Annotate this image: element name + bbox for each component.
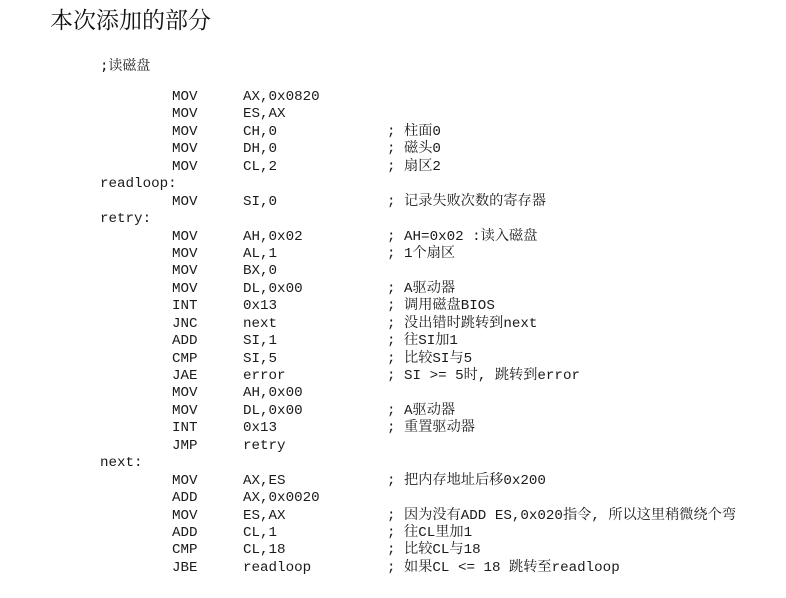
code-label: readloop: xyxy=(100,176,177,193)
code-opcode: MOV xyxy=(172,158,198,175)
code-comment: ; 比较SI与5 xyxy=(387,350,473,367)
code-opcode: MOV xyxy=(172,141,198,158)
code-comment: ; A驱动器 xyxy=(387,402,456,419)
code-opcode: JBE xyxy=(172,559,198,576)
code-opcode: MOV xyxy=(172,106,198,123)
code-listing xyxy=(0,89,786,577)
code-line xyxy=(0,281,786,298)
code-operands: BX,0 xyxy=(243,263,278,280)
code-operands: ES,AX xyxy=(243,507,286,524)
code-label: retry: xyxy=(100,211,152,228)
code-comment: ; 记录失败次数的寄存器 xyxy=(387,193,546,210)
code-operands: AX,0x0820 xyxy=(243,89,320,105)
code-line xyxy=(0,263,786,280)
code-opcode: CMP xyxy=(172,542,198,559)
code-line xyxy=(0,525,786,542)
code-operands: 0x13 xyxy=(243,298,278,315)
code-line xyxy=(0,560,786,577)
code-line xyxy=(0,333,786,350)
code-operands: ES,AX xyxy=(243,106,286,123)
code-line xyxy=(0,246,786,263)
code-opcode: INT xyxy=(172,420,198,437)
code-operands: next xyxy=(243,315,278,332)
code-comment: ; 因为没有ADD ES,0x020指令, 所以这里稍微绕个弯 xyxy=(387,507,737,524)
code-opcode: JMP xyxy=(172,437,198,454)
code-label: next: xyxy=(100,455,143,472)
code-operands: AL,1 xyxy=(243,245,278,262)
code-opcode: MOV xyxy=(172,123,198,140)
code-opcode: MOV xyxy=(172,89,198,105)
code-line xyxy=(0,89,786,106)
code-opcode: ADD xyxy=(172,490,198,507)
code-line xyxy=(0,438,786,455)
code-opcode: MOV xyxy=(172,402,198,419)
section-comment: ;读磁盘 xyxy=(100,58,151,74)
code-comment: ; 把内存地址后移0x200 xyxy=(387,472,546,489)
code-opcode: MOV xyxy=(172,228,198,245)
code-comment: ; 没出错时跳转到next xyxy=(387,315,538,332)
code-operands: CL,18 xyxy=(243,542,286,559)
code-comment: ; SI >= 5时, 跳转到error xyxy=(387,368,580,384)
code-opcode: MOV xyxy=(172,472,198,489)
code-line xyxy=(0,106,786,123)
code-operands: DL,0x00 xyxy=(243,402,303,419)
code-opcode: MOV xyxy=(172,245,198,262)
code-opcode: JNC xyxy=(172,315,198,332)
code-comment: ; 往CL里加1 xyxy=(387,524,473,541)
code-comment: ; 调用磁盘BIOS xyxy=(387,298,495,315)
code-operands: SI,5 xyxy=(243,350,278,367)
code-operands: AX,ES xyxy=(243,472,286,489)
code-line xyxy=(0,473,786,490)
code-opcode: MOV xyxy=(172,507,198,524)
code-label-line xyxy=(0,455,786,472)
code-opcode: MOV xyxy=(172,385,198,402)
code-opcode: JAE xyxy=(172,368,198,384)
code-line xyxy=(0,229,786,246)
code-operands: DL,0x00 xyxy=(243,280,303,297)
code-label-line xyxy=(0,176,786,193)
code-operands: SI,0 xyxy=(243,193,278,210)
code-line xyxy=(0,298,786,315)
code-comment: ; AH=0x02 :读入磁盘 xyxy=(387,228,538,245)
code-line xyxy=(0,316,786,333)
code-operands: CH,0 xyxy=(243,123,278,140)
code-operands: DH,0 xyxy=(243,141,278,158)
code-operands: AH,0x02 xyxy=(243,228,303,245)
code-comment: ; 磁头0 xyxy=(387,141,441,158)
code-comment: ; 重置驱动器 xyxy=(387,420,475,437)
code-line xyxy=(0,124,786,141)
code-line xyxy=(0,420,786,437)
code-line xyxy=(0,385,786,402)
code-comment: ; 柱面0 xyxy=(387,123,441,140)
code-operands: CL,1 xyxy=(243,524,278,541)
code-opcode: ADD xyxy=(172,524,198,541)
code-comment: ; 扇区2 xyxy=(387,158,441,175)
code-opcode: CMP xyxy=(172,350,198,367)
code-label-line xyxy=(0,211,786,228)
code-operands: AX,0x0020 xyxy=(243,490,320,507)
code-comment: ; 1个扇区 xyxy=(387,245,456,262)
code-operands: CL,2 xyxy=(243,158,278,175)
code-operands: 0x13 xyxy=(243,420,278,437)
code-line xyxy=(0,403,786,420)
code-operands: AH,0x00 xyxy=(243,385,303,402)
code-opcode: INT xyxy=(172,298,198,315)
code-comment: ; A驱动器 xyxy=(387,280,456,297)
code-line xyxy=(0,141,786,158)
code-opcode: ADD xyxy=(172,333,198,350)
code-opcode: MOV xyxy=(172,280,198,297)
code-operands: retry xyxy=(243,437,286,454)
code-opcode: MOV xyxy=(172,193,198,210)
code-operands: SI,1 xyxy=(243,333,278,350)
code-line xyxy=(0,368,786,385)
code-line xyxy=(0,542,786,559)
code-line xyxy=(0,159,786,176)
code-operands: readloop xyxy=(243,559,312,576)
code-operands: error xyxy=(243,368,286,384)
code-opcode: MOV xyxy=(172,263,198,280)
code-line xyxy=(0,508,786,525)
code-line xyxy=(0,351,786,368)
page-title: 本次添加的部分 xyxy=(50,8,211,34)
code-comment: ; 往SI加1 xyxy=(387,333,458,350)
code-line xyxy=(0,490,786,507)
code-line xyxy=(0,194,786,211)
code-comment: ; 如果CL <= 18 跳转至readloop xyxy=(387,559,620,576)
code-comment: ; 比较CL与18 xyxy=(387,542,481,559)
